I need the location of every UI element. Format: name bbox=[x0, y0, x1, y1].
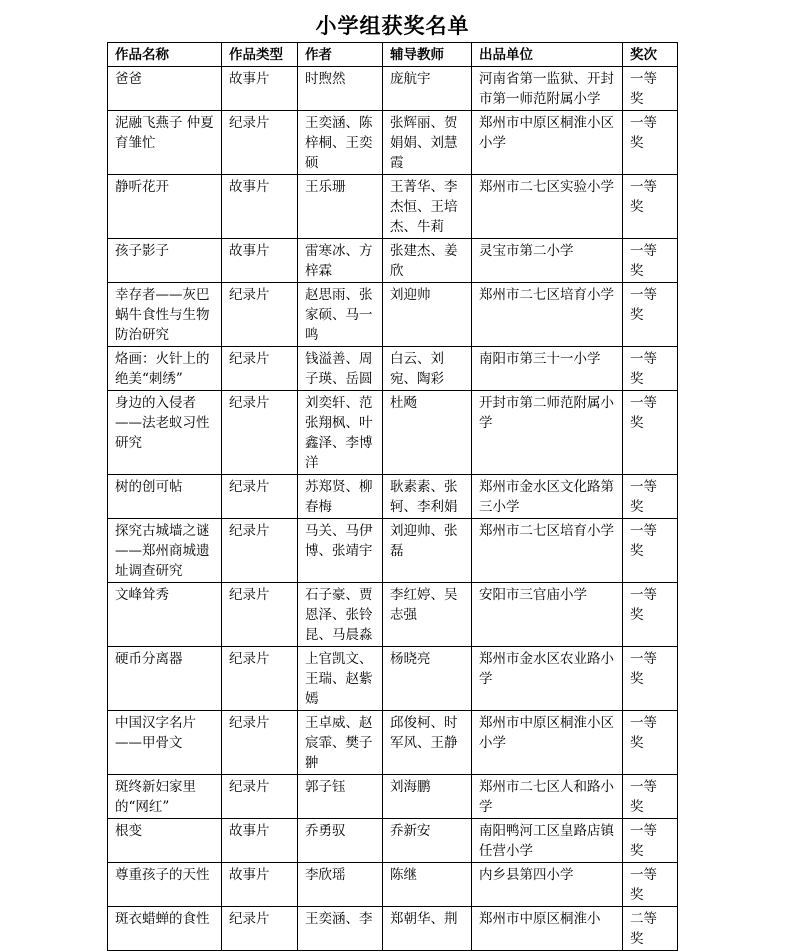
document-title: 小学组获奖名单 bbox=[315, 14, 470, 38]
cell-work-name: 探究古城墙之谜——郑州商城遗址调查研究 bbox=[108, 519, 222, 583]
cell-work-type: 故事片 bbox=[222, 239, 298, 283]
cell-work-type: 纪录片 bbox=[222, 475, 298, 519]
cell-producer: 郑州市二七区培育小学 bbox=[472, 283, 623, 347]
table-row bbox=[108, 391, 678, 475]
cell-producer: 郑州市金水区文化路第三小学 bbox=[472, 475, 623, 519]
cell-work-name: 斑衣蜡蝉的食性 bbox=[108, 907, 222, 951]
cell-author: 乔勇驭 bbox=[298, 819, 383, 863]
table-row bbox=[108, 711, 678, 775]
table-row bbox=[108, 175, 678, 239]
cell-teacher: 郑朝华、荆 bbox=[383, 907, 472, 951]
cell-producer: 郑州市中原区桐淮小区小学 bbox=[472, 111, 623, 175]
cell-producer: 南阳鸭河工区皇路店镇任营小学 bbox=[472, 819, 623, 863]
cell-teacher: 陈继 bbox=[383, 863, 472, 907]
cell-author: 赵思雨、张家硕、马一鸣 bbox=[298, 283, 383, 347]
cell-author: 王乐珊 bbox=[298, 175, 383, 239]
cell-award: 一等奖 bbox=[623, 711, 678, 775]
cell-work-name: 烙画：火针上的绝美“刺绣” bbox=[108, 347, 222, 391]
cell-award: 一等奖 bbox=[623, 583, 678, 647]
cell-producer: 郑州市中原区桐淮小 bbox=[472, 907, 623, 951]
cell-producer: 河南省第一监狱、开封市第一师范附属小学 bbox=[472, 67, 623, 111]
cell-producer: 开封市第二师范附属小学 bbox=[472, 391, 623, 475]
cell-award: 一等奖 bbox=[623, 475, 678, 519]
cell-teacher: 庞航宇 bbox=[383, 67, 472, 111]
cell-author: 王卓威、赵宸霏、樊子翀 bbox=[298, 711, 383, 775]
header-work-name: 作品名称 bbox=[108, 43, 222, 67]
cell-teacher: 杨晓亮 bbox=[383, 647, 472, 711]
cell-teacher: 耿素素、张轲、李利娟 bbox=[383, 475, 472, 519]
header-award: 奖次 bbox=[623, 43, 678, 67]
cell-teacher: 白云、刘宛、陶彩 bbox=[383, 347, 472, 391]
cell-author: 郭子钰 bbox=[298, 775, 383, 819]
header-work-type: 作品类型 bbox=[222, 43, 298, 67]
cell-award: 一等奖 bbox=[623, 111, 678, 175]
cell-work-type: 纪录片 bbox=[222, 647, 298, 711]
cell-award: 一等奖 bbox=[623, 283, 678, 347]
table-row bbox=[108, 583, 678, 647]
cell-author: 雷寒冰、方梓霖 bbox=[298, 239, 383, 283]
cell-work-name: 孩子影子 bbox=[108, 239, 222, 283]
cell-producer: 郑州市中原区桐淮小区小学 bbox=[472, 711, 623, 775]
cell-work-type: 纪录片 bbox=[222, 907, 298, 951]
cell-teacher: 李红婷、吴志强 bbox=[383, 583, 472, 647]
cell-award: 一等奖 bbox=[623, 175, 678, 239]
cell-work-type: 纪录片 bbox=[222, 519, 298, 583]
cell-author: 时煦然 bbox=[298, 67, 383, 111]
cell-work-name: 爸爸 bbox=[108, 67, 222, 111]
table-header bbox=[108, 43, 678, 67]
cell-producer: 郑州市金水区农业路小学 bbox=[472, 647, 623, 711]
cell-award: 二等奖 bbox=[623, 907, 678, 951]
cell-work-name: 静听花开 bbox=[108, 175, 222, 239]
awards-table bbox=[107, 42, 678, 951]
table-row bbox=[108, 647, 678, 711]
table-row bbox=[108, 111, 678, 175]
header-author: 作者 bbox=[298, 43, 383, 67]
cell-work-type: 故事片 bbox=[222, 175, 298, 239]
table-body bbox=[108, 67, 678, 951]
cell-work-type: 纪录片 bbox=[222, 711, 298, 775]
cell-work-type: 故事片 bbox=[222, 863, 298, 907]
cell-producer: 安阳市三官庙小学 bbox=[472, 583, 623, 647]
cell-work-type: 纪录片 bbox=[222, 283, 298, 347]
cell-work-type: 纪录片 bbox=[222, 111, 298, 175]
table-row bbox=[108, 475, 678, 519]
header-teacher: 辅导教师 bbox=[383, 43, 472, 67]
header-producer: 出品单位 bbox=[472, 43, 623, 67]
cell-work-type: 纪录片 bbox=[222, 391, 298, 475]
cell-work-type: 故事片 bbox=[222, 819, 298, 863]
cell-author: 马关、马伊博、张靖宇 bbox=[298, 519, 383, 583]
table-row bbox=[108, 907, 678, 951]
table-row bbox=[108, 347, 678, 391]
cell-work-name: 斑终新妇家里的“网红” bbox=[108, 775, 222, 819]
cell-award: 一等奖 bbox=[623, 239, 678, 283]
cell-work-name: 文峰耸秀 bbox=[108, 583, 222, 647]
cell-award: 一等奖 bbox=[623, 67, 678, 111]
cell-work-name: 泥融飞燕子 仲夏育雏忙 bbox=[108, 111, 222, 175]
table-row bbox=[108, 863, 678, 907]
table-row bbox=[108, 775, 678, 819]
cell-work-name: 硬币分离器 bbox=[108, 647, 222, 711]
cell-award: 一等奖 bbox=[623, 863, 678, 907]
table-row bbox=[108, 283, 678, 347]
cell-award: 一等奖 bbox=[623, 647, 678, 711]
cell-author: 刘奕轩、范张翔枫、叶鑫泽、李博洋 bbox=[298, 391, 383, 475]
cell-producer: 南阳市第三十一小学 bbox=[472, 347, 623, 391]
table-row bbox=[108, 819, 678, 863]
cell-teacher: 杜飏 bbox=[383, 391, 472, 475]
cell-work-name: 树的创可帖 bbox=[108, 475, 222, 519]
cell-producer: 郑州市二七区人和路小学 bbox=[472, 775, 623, 819]
cell-author: 石子豪、贾恩泽、张铃昆、马晨淼 bbox=[298, 583, 383, 647]
cell-work-name: 尊重孩子的天性 bbox=[108, 863, 222, 907]
cell-work-name: 中国汉字名片——甲骨文 bbox=[108, 711, 222, 775]
cell-award: 一等奖 bbox=[623, 819, 678, 863]
cell-work-type: 纪录片 bbox=[222, 775, 298, 819]
cell-award: 一等奖 bbox=[623, 519, 678, 583]
cell-author: 上官凯文、王瑞、赵紫嫣 bbox=[298, 647, 383, 711]
header-row bbox=[108, 43, 678, 67]
cell-teacher: 刘迎帅 bbox=[383, 283, 472, 347]
cell-author: 李欣瑶 bbox=[298, 863, 383, 907]
cell-producer: 内乡县第四小学 bbox=[472, 863, 623, 907]
cell-award: 一等奖 bbox=[623, 391, 678, 475]
cell-teacher: 刘海鹏 bbox=[383, 775, 472, 819]
cell-teacher: 王菁华、李杰恒、王培杰、牛莉 bbox=[383, 175, 472, 239]
cell-work-type: 纪录片 bbox=[222, 583, 298, 647]
table-row bbox=[108, 239, 678, 283]
cell-producer: 郑州市二七区培育小学 bbox=[472, 519, 623, 583]
cell-teacher: 张辉丽、贺娟娟、刘慧霞 bbox=[383, 111, 472, 175]
cell-author: 王奕涵、陈梓桐、王奕硕 bbox=[298, 111, 383, 175]
cell-producer: 郑州市二七区实验小学 bbox=[472, 175, 623, 239]
cell-teacher: 张建杰、姜欣 bbox=[383, 239, 472, 283]
cell-producer: 灵宝市第二小学 bbox=[472, 239, 623, 283]
cell-author: 钱溢善、周子瑛、岳圆 bbox=[298, 347, 383, 391]
cell-work-name: 根变 bbox=[108, 819, 222, 863]
cell-work-name: 身边的入侵者——法老蚁习性研究 bbox=[108, 391, 222, 475]
cell-work-name: 幸存者——灰巴蜗牛食性与生物防治研究 bbox=[108, 283, 222, 347]
table-row bbox=[108, 519, 678, 583]
cell-teacher: 邱俊柯、时军风、王静 bbox=[383, 711, 472, 775]
table-row bbox=[108, 67, 678, 111]
cell-award: 一等奖 bbox=[623, 347, 678, 391]
cell-teacher: 乔新安 bbox=[383, 819, 472, 863]
cell-teacher: 刘迎帅、张磊 bbox=[383, 519, 472, 583]
cell-author: 苏郑贤、柳春梅 bbox=[298, 475, 383, 519]
cell-work-type: 故事片 bbox=[222, 67, 298, 111]
cell-work-type: 纪录片 bbox=[222, 347, 298, 391]
cell-award: 一等奖 bbox=[623, 775, 678, 819]
cell-author: 王奕涵、李 bbox=[298, 907, 383, 951]
